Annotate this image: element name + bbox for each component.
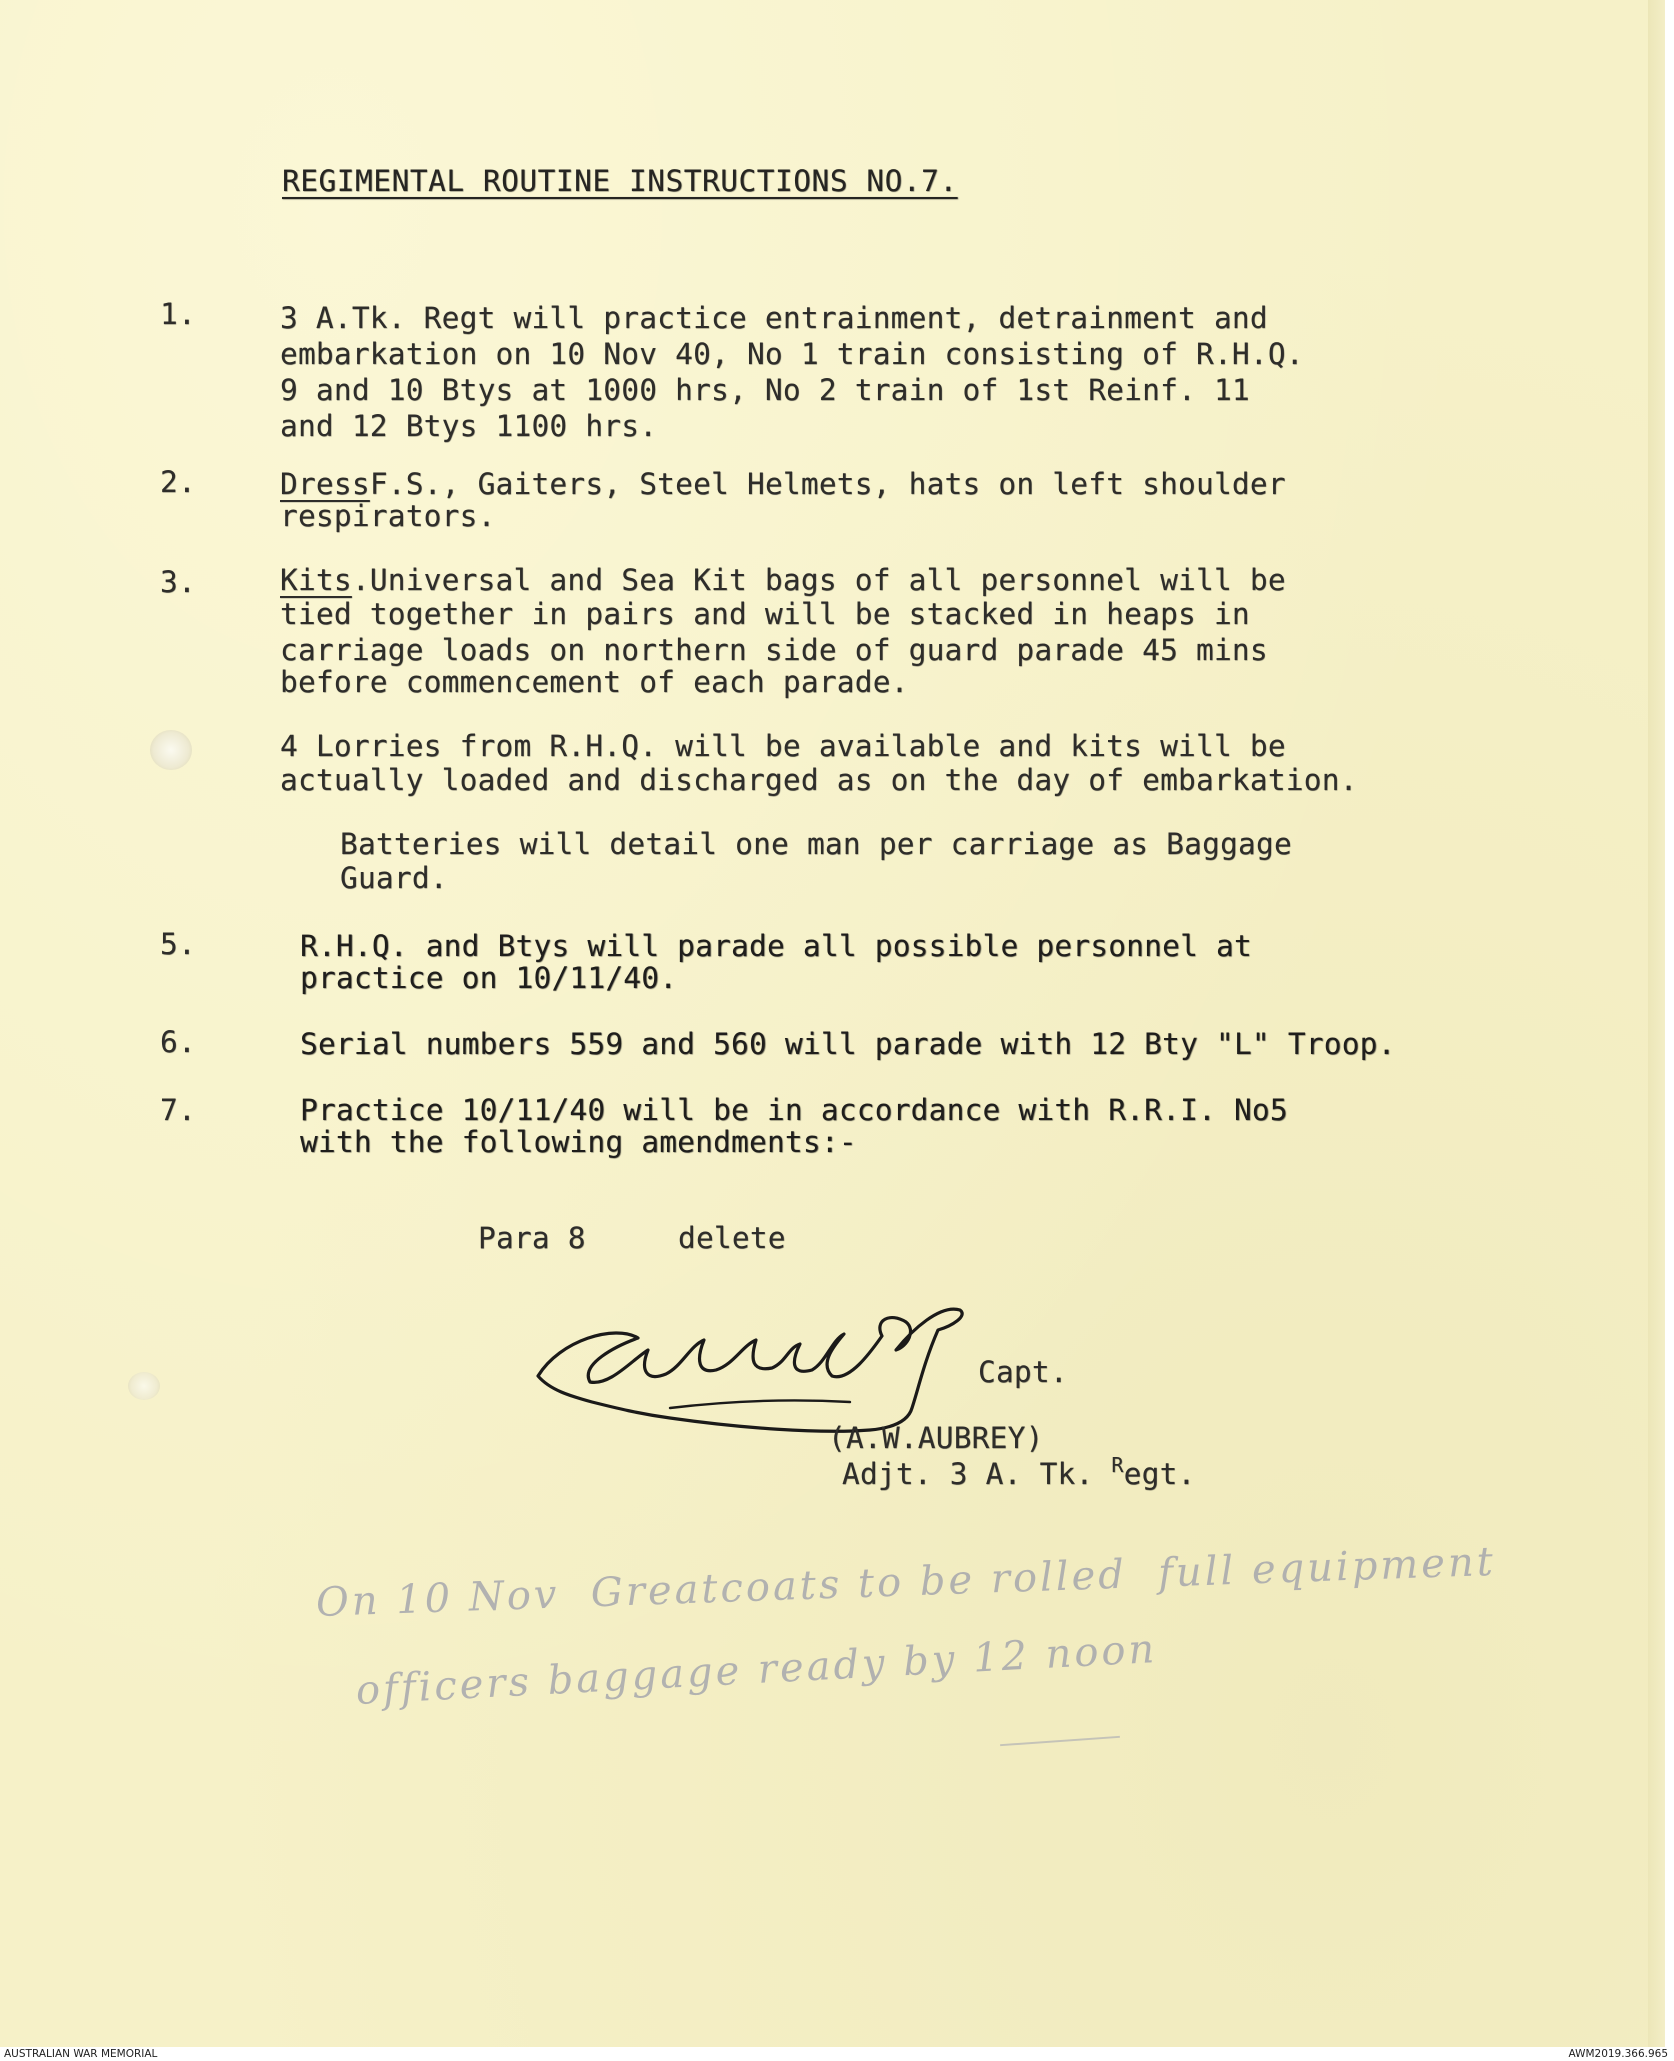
paragraph-1-line-1: 3 A.Tk. Regt will practice entrainment, detrainment and: [280, 301, 1268, 335]
punch-hole: [150, 730, 192, 770]
paragraph-5-line-2: practice on 10/11/40.: [300, 961, 678, 995]
paragraph-2-text: F.S., Gaiters, Steel Helmets, hats on left shoulder: [369, 467, 1286, 501]
document-title: REGIMENTAL ROUTINE INSTRUCTIONS NO.7.: [282, 164, 958, 198]
footer-right: AWM2019.366.965: [1568, 2048, 1668, 2060]
signature-appointment: [842, 1453, 1196, 1495]
paragraph-number: 7.: [160, 1093, 196, 1127]
punch-hole: [128, 1372, 160, 1400]
paragraph-number: 5.: [160, 927, 196, 961]
paragraph-1-line-3: 9 and 10 Btys at 1000 hrs, No 2 train of 1st Reinf. 11: [280, 373, 1250, 407]
paragraph-7-line-2: with the following amendments:-: [300, 1125, 857, 1159]
paragraph-number: 1.: [160, 297, 196, 331]
paragraph-2-line-2: respirators.: [280, 499, 496, 533]
handwritten-signature: [520, 1290, 1040, 1440]
paragraph-2-line-1: [280, 466, 1286, 502]
paragraph-4-text: actually loaded and discharged as on the day of embarkation.: [280, 763, 1358, 797]
paragraph-3-line-1: [280, 562, 1286, 598]
paragraph-3-text: .Universal and Sea Kit bags of all personnel will be: [351, 563, 1286, 597]
paragraph-7-line-1: Practice 10/11/40 will be in accordance with R.R.I. No5: [300, 1093, 1288, 1127]
batteries-line-1: Batteries will detail one man per carriage as Baggage: [340, 827, 1292, 861]
paragraph-number: 2.: [160, 465, 196, 499]
paragraph-number: 6.: [160, 1025, 196, 1059]
footer-left: AUSTRALIAN WAR MEMORIAL: [4, 2048, 158, 2060]
pencil-underline: [1000, 1736, 1120, 1746]
paragraph-3-line-2: tied together in pairs and will be stacked in heaps in: [280, 597, 1250, 631]
paper-edge: [1648, 0, 1665, 2047]
appointment-prefix: Adjt. 3 A. Tk.: [842, 1457, 1112, 1491]
paragraph-5-line-1: R.H.Q. and Btys will parade all possible personnel at: [300, 929, 1252, 963]
pencil-note-line-2: officers baggage ready by 12 noon: [354, 1626, 1159, 1714]
paragraph-1-line-2: embarkation on 10 Nov 40, No 1 train consisting of R.H.Q.: [280, 337, 1304, 371]
paragraph-6-line-1: Serial numbers 559 and 560 will parade with 12 Bty "L" Troop.: [300, 1027, 1396, 1061]
appointment-superscript: R: [1111, 1453, 1124, 1477]
paragraph-number: 3.: [160, 565, 196, 599]
paragraph-2-heading: Dress: [280, 467, 370, 501]
pencil-note-line-1: On 10 Nov Greatcoats to be rolled full equipment: [315, 1538, 1497, 1626]
paragraph-1-line-4: and 12 Btys 1100 hrs.: [280, 409, 658, 443]
paragraph-3-line-4: before commencement of each parade.: [280, 665, 909, 699]
paragraph-4-line-1: 4 Lorries from R.H.Q. will be available and kits will be: [280, 729, 1286, 763]
batteries-line-2: Guard.: [340, 861, 448, 895]
paragraph-3-heading: Kits: [280, 563, 352, 597]
signature-name: (A.W.AUBREY): [828, 1421, 1044, 1455]
paragraph-4-line-2: [280, 762, 1358, 798]
appointment-suffix: egt.: [1123, 1457, 1196, 1491]
amendment-action: delete: [678, 1221, 786, 1255]
signature-rank: Capt.: [978, 1355, 1068, 1389]
paragraph-3-line-3: carriage loads on northern side of guard parade 45 mins: [280, 633, 1268, 667]
amendment-para: Para 8: [478, 1221, 586, 1255]
